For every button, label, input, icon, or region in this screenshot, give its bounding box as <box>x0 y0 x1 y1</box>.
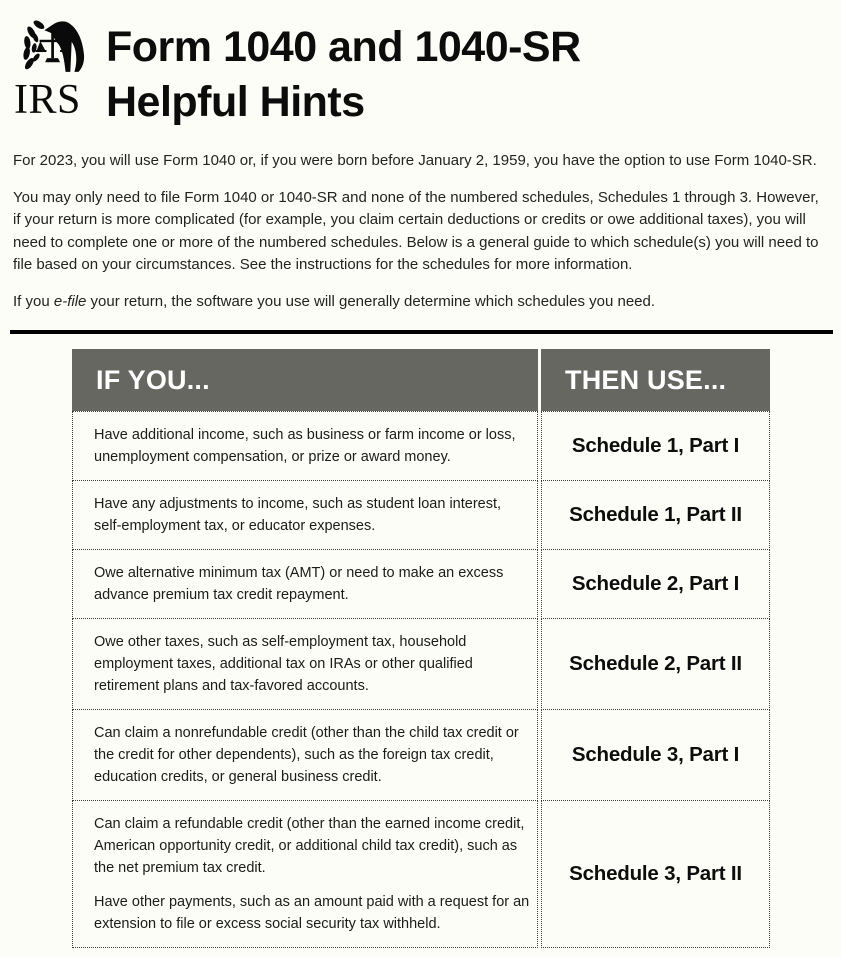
schedule-cell <box>541 801 770 948</box>
condition-text: Have other payments, such as an amount paid with a request for an extension to file or excess social security tax withheld. <box>94 894 530 932</box>
page-title-line2: Helpful Hints <box>106 78 365 126</box>
condition-text: Can claim a refundable credit (other than the earned income credit, American opportunity credit, or additional child tax credit), such as the net premium tax credit. <box>94 816 525 876</box>
table-row <box>72 619 770 710</box>
intro-text <box>0 130 841 313</box>
table-row <box>72 481 770 550</box>
condition-text: Owe alternative minimum tax (AMT) or need to make an excess advance premium tax credit repayment. <box>94 565 504 603</box>
schedule-cell <box>541 481 770 550</box>
schedule-label: Schedule 1, Part II <box>569 503 742 526</box>
condition-cell <box>72 481 538 550</box>
schedule-label: Schedule 3, Part II <box>569 862 742 885</box>
irs-wordmark: IRS <box>14 77 81 123</box>
condition-text: Have additional income, such as business or farm income or loss, unemployment compensation, or prize or award money. <box>94 427 516 465</box>
table-header-row <box>72 349 770 411</box>
horizontal-rule <box>10 330 833 334</box>
intro-paragraph-1: For 2023, you will use Form 1040 or, if you were born before January 2, 1959, you have the option to use Form 1040-SR. <box>13 152 817 169</box>
intro-paragraph-3: If you e-file your return, the software you use will generally determine which schedules you need. <box>13 292 656 310</box>
page-title-line1: Form 1040 and 1040-SR <box>106 23 581 71</box>
masthead <box>0 0 841 130</box>
column-header-if-you: IF YOU... <box>72 349 538 411</box>
intro-paragraph-2: You may only need to file Form 1040 or 1040-SR and none of the numbered schedules, Schedules 1 through 3. However, if your return is more complicated (for example, you claim certain deductions or credits or owe additional taxes), you will need to complete one or more of the numbered schedules. Below is a general guide to which schedule(s) you will need to file based on your circumstances. See the instructions for the schedules for more information. <box>13 188 819 273</box>
condition-cell <box>72 550 538 619</box>
schedule-label: Schedule 3, Part I <box>571 743 740 766</box>
condition-cell <box>72 411 538 481</box>
schedule-table-body <box>72 411 770 948</box>
table-row <box>72 801 770 948</box>
condition-cell <box>72 619 538 710</box>
schedule-guide-table <box>72 349 770 948</box>
condition-text: Owe other taxes, such as self-employment tax, household employment taxes, additional tax on IRAs or other qualified retirement plans and tax-favored accounts. <box>94 634 473 694</box>
schedule-cell <box>541 710 770 801</box>
schedule-label: Schedule 2, Part II <box>569 652 742 675</box>
efile-italic: e-file <box>53 292 87 310</box>
condition-text: Have any adjustments to income, such as student loan interest, self-employment tax, or educator expenses. <box>94 496 502 534</box>
table-row <box>72 550 770 619</box>
schedule-cell <box>541 411 770 481</box>
schedule-label: Schedule 2, Part I <box>571 572 740 595</box>
schedule-label: Schedule 1, Part I <box>571 434 740 457</box>
table-row <box>72 710 770 801</box>
page-title <box>106 20 581 130</box>
condition-cell <box>72 801 538 948</box>
condition-cell <box>72 710 538 801</box>
condition-text: Can claim a nonrefundable credit (other than the child tax credit or the credit for other dependents), such as the foreign tax credit, education credits, or general business credit. <box>94 725 519 785</box>
irs-logo <box>14 16 98 123</box>
irs-eagle-icon <box>20 20 92 80</box>
schedule-cell <box>541 619 770 710</box>
table-row <box>72 411 770 481</box>
schedule-cell <box>541 550 770 619</box>
column-header-then-use: THEN USE... <box>541 349 770 411</box>
